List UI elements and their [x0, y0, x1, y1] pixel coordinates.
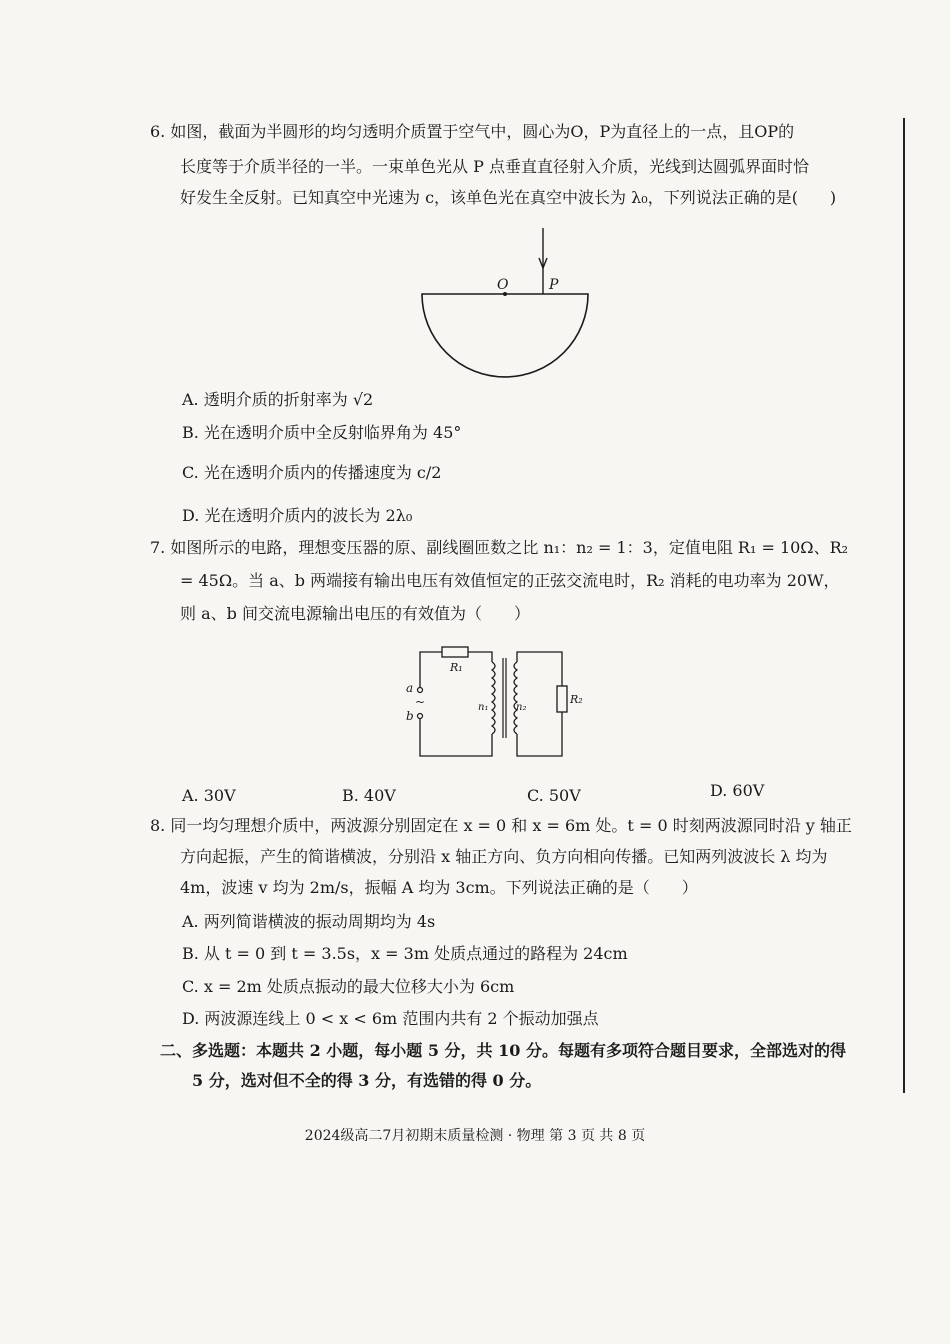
q7-label-n2: n₂ — [516, 702, 527, 713]
q7-option-d: D. 60V — [710, 781, 765, 800]
q7-stem-line1: 7. 如图所示的电路，理想变压器的原、副线圈匝数之比 n₁：n₂ = 1：3，定值电阻 R₁ = 10Ω、R₂ — [150, 538, 849, 557]
q6-stem-line3: 好发生全反射。已知真空中光速为 c，该单色光在真空中波长为 λ₀，下列说法正确的是( ) — [180, 188, 837, 207]
q8-stem-line2: 方向起振，产生的简谐横波，分别沿 x 轴正方向、负方向相向传播。已知两列波波长 λ 均为 — [180, 847, 828, 866]
q6-label-O: O — [497, 277, 509, 293]
q7-stem-line3: 则 a、b 间交流电源输出电压的有效值为（ ） — [180, 604, 530, 623]
q7-label-a: a — [406, 681, 414, 695]
page-footer: 2024级高二7月初期末质量检测 · 物理 第 3 页 共 8 页 — [304, 1128, 646, 1144]
q6-stem-line1: 6. 如图，截面为半圆形的均匀透明介质置于空气中，圆心为O，P为直径上的一点，且OP的 — [150, 122, 795, 141]
section2-heading-line1: 二、多选题：本题共 2 小题，每小题 5 分，共 10 分。每题有多项符合题目要求，全部选对的得 — [160, 1041, 846, 1060]
q8-stem-line3: 4m，波速 v 均为 2m/s，振幅 A 均为 3cm。下列说法正确的是（ ） — [180, 878, 698, 897]
q8-option-d: D. 两波源连线上 0 < x < 6m 范围内共有 2 个振动加强点 — [182, 1009, 599, 1028]
q7-label-n1: n₁ — [478, 702, 489, 713]
q6-stem-line2: 长度等于介质半径的一半。一束单色光从 P 点垂直直径射入介质，光线到达圆弧界面时恰 — [180, 157, 809, 176]
q7-label-R2: R₂ — [570, 693, 583, 706]
q7-option-b: B. 40V — [342, 786, 396, 805]
margin-line — [903, 118, 905, 1093]
q7-label-tilde: ~ — [415, 695, 426, 709]
q7-circuit-figure — [400, 640, 590, 765]
section2-heading-line2: 5 分，选对但不全的得 3 分，有选错的得 0 分。 — [192, 1071, 542, 1090]
q6-semicircle-figure — [410, 220, 600, 380]
q8-option-a: A. 两列简谐横波的振动周期均为 4s — [182, 912, 436, 931]
q7-label-R1: R₁ — [450, 661, 463, 674]
q7-option-a: A. 30V — [182, 786, 236, 805]
q8-option-c: C. x = 2m 处质点振动的最大位移大小为 6cm — [182, 977, 515, 996]
q7-stem-line2: = 45Ω。当 a、b 两端接有输出电压有效值恒定的正弦交流电时，R₂ 消耗的电功率为 20W， — [180, 571, 840, 590]
q7-option-c: C. 50V — [527, 786, 581, 805]
q6-option-c: C. 光在透明介质内的传播速度为 c/2 — [182, 463, 442, 482]
q6-option-d: D. 光在透明介质内的波长为 2λ₀ — [182, 506, 413, 525]
q6-option-b: B. 光在透明介质中全反射临界角为 45° — [182, 423, 462, 442]
q6-option-a: A. 透明介质的折射率为 √2 — [182, 390, 374, 409]
q7-label-b: b — [406, 709, 414, 723]
q6-label-P: P — [549, 277, 559, 293]
q8-stem-line1: 8. 同一均匀理想介质中，两波源分别固定在 x = 0 和 x = 6m 处。t = 0 时刻两波源同时沿 y 轴正 — [150, 816, 852, 835]
q8-option-b: B. 从 t = 0 到 t = 3.5s，x = 3m 处质点通过的路程为 24cm — [182, 944, 628, 963]
